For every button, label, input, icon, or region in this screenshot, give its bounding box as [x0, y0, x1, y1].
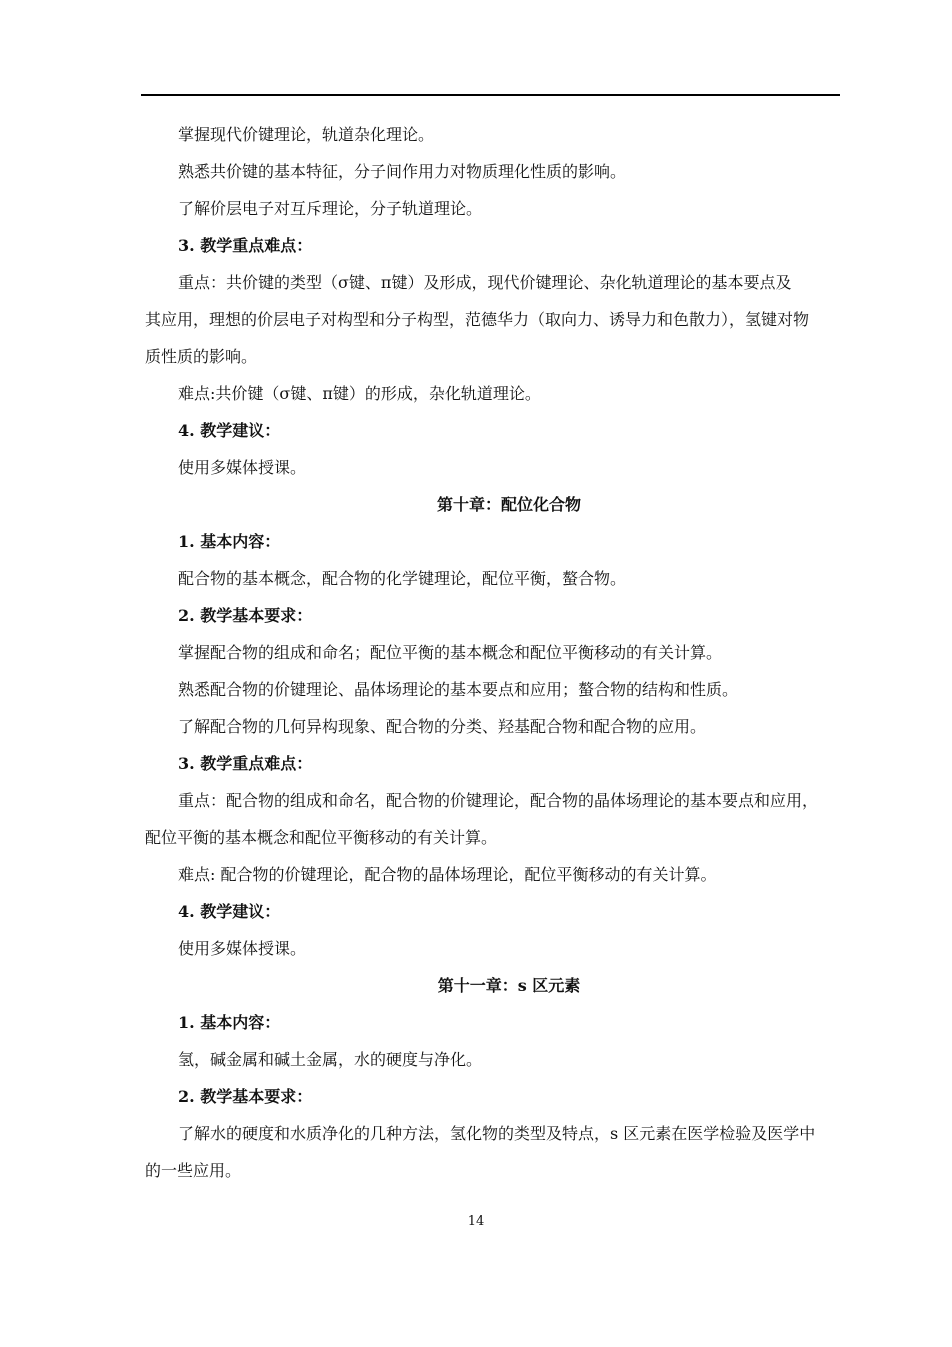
- body-paragraph: 难点: 配合物的价键理论，配合物的晶体场理论，配位平衡移动的有关计算。: [178, 865, 717, 884]
- section-heading: 4. 教学建议：: [178, 421, 281, 440]
- section-heading: 3. 教学重点难点：: [178, 236, 313, 255]
- section-heading: 4. 教学建议：: [178, 902, 281, 921]
- section-heading: 1. 基本内容：: [178, 1013, 281, 1032]
- body-paragraph: 使用多媒体授课。: [178, 458, 307, 477]
- header-rule: [141, 94, 840, 96]
- body-paragraph: 重点：共价键的类型（σ键、π键）及形成，现代价键理论、杂化轨道理论的基本要点及: [178, 273, 792, 292]
- body-paragraph: 难点:共价键（σ键、π键）的形成，杂化轨道理论。: [178, 384, 541, 403]
- body-paragraph-continuation: 质性质的影响。: [145, 347, 258, 366]
- page-number: 14: [467, 1214, 485, 1229]
- body-paragraph-continuation: 配位平衡的基本概念和配位平衡移动的有关计算。: [145, 828, 498, 847]
- body-paragraph: 了解价层电子对互斥理论，分子轨道理论。: [178, 199, 483, 218]
- body-paragraph: 重点：配合物的组成和命名，配合物的价键理论，配合物的晶体场理论的基本要点和应用，: [178, 791, 819, 810]
- body-paragraph: 熟悉共价键的基本特征，分子间作用力对物质理化性质的影响。: [178, 162, 627, 181]
- body-paragraph: 掌握现代价键理论，轨道杂化理论。: [178, 125, 435, 144]
- body-paragraph: 配合物的基本概念，配合物的化学键理论，配位平衡，螯合物。: [178, 569, 627, 588]
- section-heading: 1. 基本内容：: [178, 532, 281, 551]
- body-paragraph: 氢，碱金属和碱土金属，水的硬度与净化。: [178, 1050, 483, 1069]
- body-paragraph: 熟悉配合物的价键理论、晶体场理论的基本要点和应用；螯合物的结构和性质。: [178, 680, 739, 699]
- body-paragraph: 使用多媒体授课。: [178, 939, 307, 958]
- section-heading: 3. 教学重点难点：: [178, 754, 313, 773]
- section-heading: 2. 教学基本要求：: [178, 1087, 313, 1106]
- body-paragraph: 了解配合物的几何异构现象、配合物的分类、羟基配合物和配合物的应用。: [178, 717, 707, 736]
- chapter-title: 第十章：配位化合物: [436, 495, 581, 514]
- body-paragraph-continuation: 其应用，理想的价层电子对构型和分子构型，范德华力（取向力、诱导力和色散力），氢键对物: [145, 310, 810, 329]
- page-body: [145, 116, 840, 1189]
- body-paragraph-continuation: 的一些应用。: [145, 1161, 242, 1180]
- body-paragraph: 了解水的硬度和水质净化的几种方法，氢化物的类型及特点，s 区元素在医学检验及医学中: [178, 1124, 816, 1143]
- chapter-title: 第十一章：s 区元素: [437, 976, 581, 995]
- body-paragraph: 掌握配合物的组成和命名；配位平衡的基本概念和配位平衡移动的有关计算。: [178, 643, 723, 662]
- section-heading: 2. 教学基本要求：: [178, 606, 313, 625]
